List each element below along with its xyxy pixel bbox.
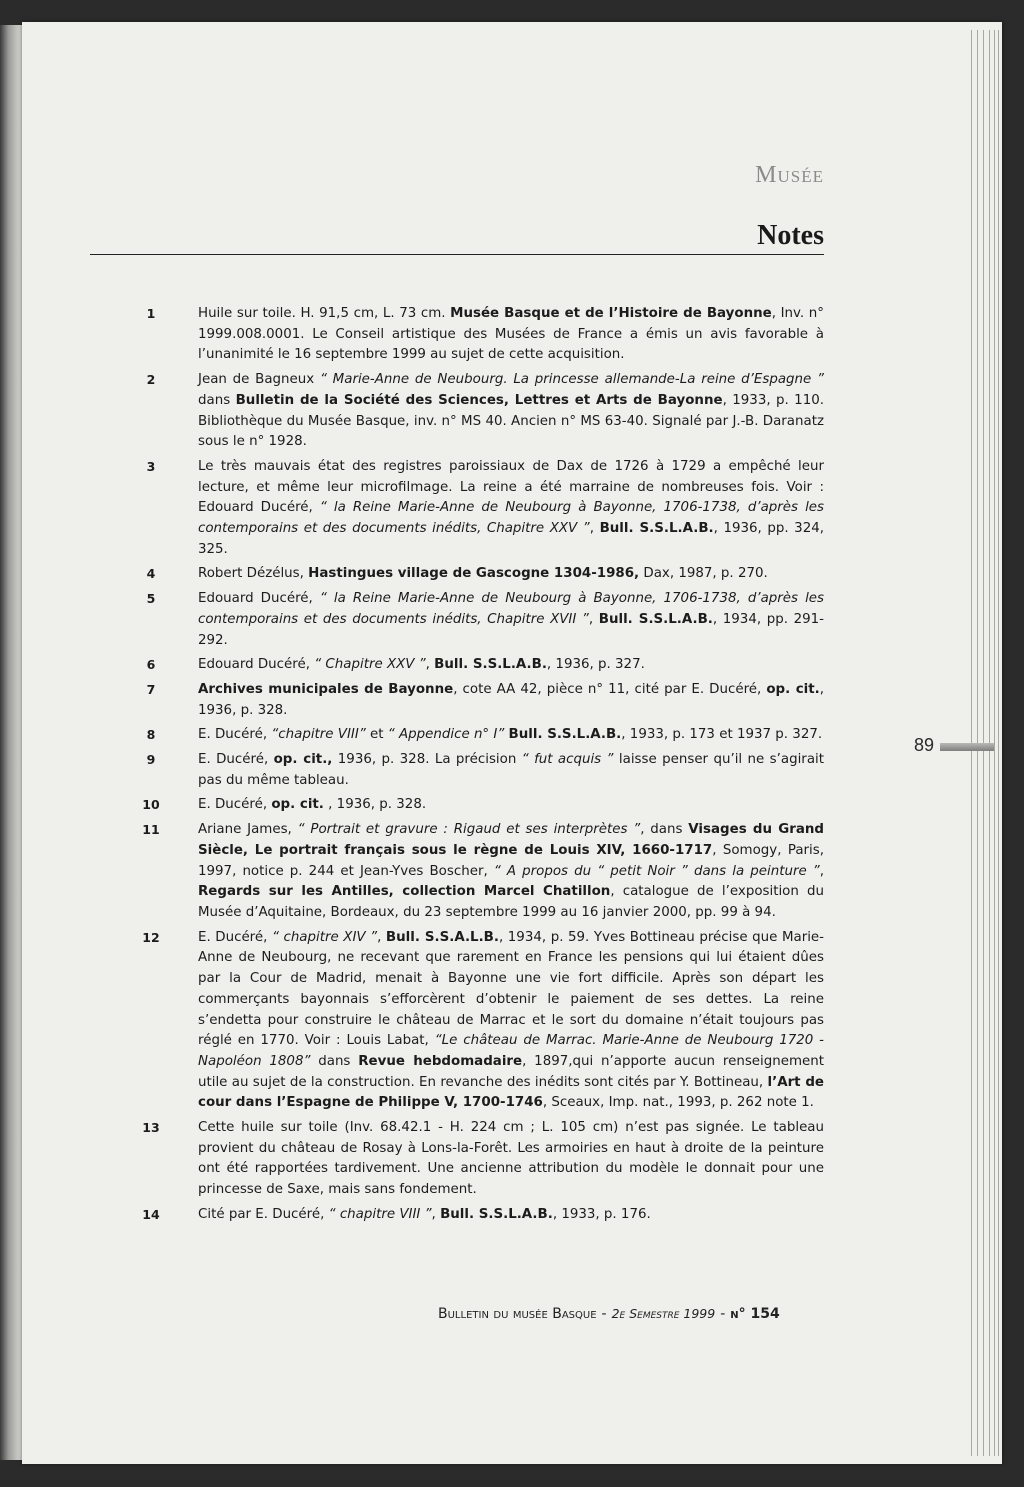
note-text: [172, 680, 824, 721]
note-text-run: et: [365, 727, 388, 743]
note-text-run: , cote AA 42, pièce n° 11, cité par E. Ducéré,: [453, 681, 767, 697]
document-page: [22, 22, 1002, 1464]
note-number: 1: [146, 306, 156, 321]
note-number: 3: [146, 458, 156, 474]
note-text-run: E. Ducéré,: [198, 797, 272, 813]
note-text-run: Robert Dézélus,: [198, 566, 309, 582]
note-text-run: E. Ducéré,: [198, 727, 272, 743]
note-number: 8: [146, 727, 156, 743]
note-text-run: , catalogue de l’exposition du Musée d’Aquitaine, Bordeaux, du 23 septembre 1999 au 16 janvier 2000, pp. 99 à 94.: [198, 884, 824, 920]
footer-separator-2: -: [720, 1306, 726, 1322]
footer-bulletin: Bulletin du musée Basque: [438, 1306, 597, 1322]
note-bold-text: Bull. S.S.L.A.B.: [434, 657, 547, 673]
note-text-run: E. Ducéré,: [198, 752, 274, 768]
note-text-run: , Inv. n° 1999.008.0001. Le Conseil artistique des Musées de France a émis un avis favorable à l’unanimité le 16 septembre 1999 au sujet de cette acquisition.: [198, 306, 824, 363]
note-text-run: Edouard Ducéré,: [198, 591, 320, 607]
title-rule: [90, 254, 824, 255]
note-text-run: , 1934, pp. 291-292.: [198, 611, 825, 648]
note-text-run: ,: [431, 1206, 441, 1222]
note-text: [172, 304, 824, 366]
note-text-run: , dans: [640, 822, 689, 838]
note-text-run: Cette huile sur toile (Inv. 68.42.1 - H. 224 cm ; L. 105 cm) n’est pas signée. Le tableau provient du château de Rosay à Lons-la-Forêt. Les armoiries en haut à droite de la peinture ont été rapportées tardivement. Une ancienne attribution du modèle le donnait pour une princesse de Saxe, mais sans fondement.: [198, 1120, 824, 1198]
note-italic-text: “ Chapitre XXV ”: [314, 657, 426, 673]
note-item: [90, 928, 824, 1114]
notes-list: [90, 304, 824, 1230]
note-text-run: , 1936, pp. 324, 325.: [198, 521, 824, 557]
note-italic-text: “ A propos du “ petit Noir ” dans la peinture ”: [493, 863, 820, 879]
note-text-run: , 1936, p. 328.: [198, 681, 824, 718]
note-text-run: , 1936, p. 327.: [546, 657, 645, 673]
note-italic-text: “ fut acquis ”: [521, 752, 614, 768]
note-text: [172, 928, 824, 1114]
note-text-run: dans: [310, 1053, 359, 1069]
note-text-run: , Somogy, Paris, 1997, notice p. 244 et Jean-Yves Boscher,: [198, 842, 824, 879]
note-text-run: dans: [198, 392, 236, 408]
note-item: [90, 564, 824, 585]
note-text-run: , 1936, p. 328.: [323, 797, 427, 813]
note-text-run: , 1933, p. 110. Bibliothèque du Musée Basque, inv. n° MS 40. Ancien n° MS 63-40. Signalé par J.-B. Daranatz sous le n° 1928.: [198, 392, 824, 450]
page-tab-marker: [940, 743, 994, 751]
note-text: [172, 820, 824, 924]
note-text: [172, 750, 824, 791]
page-number: 89: [914, 735, 935, 755]
note-item: [90, 589, 824, 651]
note-item: [90, 1118, 824, 1201]
note-bold-text: Regards sur les Antilles, collection Marcel Chatillon: [198, 884, 611, 900]
note-italic-text: “ chapitre VIII ”: [328, 1206, 432, 1222]
note-text-run: , 1933, p. 176.: [552, 1206, 651, 1222]
note-text-run: , 1933, p. 173 et 1937 p. 327.: [621, 727, 823, 743]
note-number: 5: [146, 591, 156, 607]
note-text-run: ,: [377, 929, 386, 945]
note-bold-text: Archives municipales de Bayonne: [198, 681, 454, 697]
note-number: 7: [146, 681, 156, 697]
note-item: [90, 820, 824, 924]
note-bold-text: Musée Basque et de l’Histoire de Bayonne: [450, 306, 772, 321]
note-number: 12: [142, 929, 160, 945]
note-text: [172, 655, 824, 676]
note-text-run: Le très mauvais état des registres paroissiaux de Dax de 1726 à 1729 a empêché leur lecture, et même leur microfilmage. La reine a été marraine de nombreuses fois. Voir : Edouard Ducéré,: [198, 458, 824, 516]
note-text-run: Edouard Ducéré,: [198, 657, 315, 673]
note-text-run: , Sceaux, Imp. nat., 1993, p. 262 note 1.: [542, 1095, 814, 1111]
note-bold-text: Bulletin de la Société des Sciences, Lettres et Arts de Bayonne: [235, 392, 723, 408]
note-text: [172, 370, 824, 453]
note-bold-text: Bull. S.S.L.A.B.: [599, 521, 714, 537]
note-text: [172, 564, 824, 585]
note-text-run: Ariane James,: [198, 822, 298, 838]
note-text-run: Cité par E. Ducéré,: [198, 1206, 329, 1222]
note-text-run: Jean de Bagneux: [198, 372, 320, 388]
note-text-run: ,: [425, 657, 435, 673]
note-text-run: , 1897,qui n’apporte aucun renseignement utile au sujet de la construction. En revanche des inédits sont cités par Y. Bottineau,: [198, 1053, 824, 1090]
note-text-run: Dax, 1987, p. 270.: [639, 566, 768, 582]
note-item: [90, 457, 824, 561]
footer-issue: n° 154: [730, 1306, 780, 1322]
note-bold-text: Visages du Grand Siècle, Le portrait français sous le règne de Louis XIV, 1660-1717: [198, 822, 824, 858]
note-italic-text: “ Marie-Anne de Neubourg. La princesse allemande-La reine d’Espagne ”: [319, 372, 824, 388]
footer-separator: -: [601, 1306, 607, 1322]
note-number: 14: [142, 1206, 160, 1222]
note-italic-text: “ la Reine Marie-Anne de Neubourg à Bayonne, 1706-1738, d’après les contemporains et des documents inédits, Chapitre XXV ”: [198, 500, 824, 537]
note-bold-text: l’Art de cour dans l’Espagne de Philippe V, 1700-1746: [198, 1074, 824, 1111]
note-italic-text: “ Appendice n° I”: [387, 727, 505, 743]
section-header: Musée: [755, 162, 824, 188]
note-bold-text: Bull. S.S.L.A.B.: [598, 611, 713, 627]
note-text-run: ,: [589, 521, 600, 537]
note-text: [172, 795, 824, 816]
note-item: [90, 304, 824, 366]
note-number: 10: [142, 797, 160, 813]
note-bold-text: op. cit.,: [273, 752, 333, 768]
note-item: [90, 680, 824, 721]
note-text: [172, 457, 824, 561]
note-bold-text: op. cit.: [271, 797, 324, 813]
note-text-run: ,: [588, 611, 599, 627]
note-text-run: E. Ducéré,: [198, 929, 272, 945]
note-bold-text: Bull. S.S.L.A.B.: [508, 727, 622, 743]
note-item: [90, 1205, 824, 1226]
note-text: [172, 1205, 824, 1226]
note-text-run: laisse penser qu’il ne s’agirait pas du même tableau.: [198, 752, 824, 788]
note-italic-text: “ Portrait et gravure : Rigaud et ses interprètes ”: [297, 822, 641, 838]
note-italic-text: “chapitre VIII”: [271, 727, 366, 743]
note-number: 4: [146, 566, 156, 582]
note-number: 11: [142, 822, 160, 838]
note-bold-text: Bull. S.S.L.A.B.: [440, 1206, 553, 1222]
note-text-run: 1936, p. 328. La précision: [332, 752, 522, 768]
note-text-run: Huile sur toile. H. 91,5 cm, L. 73 cm.: [198, 306, 451, 321]
note-italic-text: “ chapitre XIV ”: [271, 929, 378, 945]
footer: [438, 1306, 780, 1322]
note-bold-text: Bull. S.S.A.L.B.: [385, 929, 499, 945]
note-item: [90, 795, 824, 816]
note-text: [172, 589, 824, 651]
note-text-run: ,: [819, 863, 824, 879]
note-bold-text: op. cit.: [766, 681, 820, 697]
page-title: Notes: [757, 220, 824, 251]
note-italic-text: “ la Reine Marie-Anne de Neubourg à Bayonne, 1706-1738, d’après les contemporains et des documents inédits, Chapitre XVII ”: [198, 591, 824, 627]
note-number: 9: [146, 752, 156, 768]
note-bold-text: Hastingues village de Gascogne 1304-1986,: [308, 566, 640, 582]
note-italic-text: “Le château de Marrac. Marie-Anne de Neubourg 1720 - Napoléon 1808”: [198, 1033, 824, 1069]
note-item: [90, 750, 824, 791]
note-bold-text: Revue hebdomadaire: [358, 1053, 523, 1069]
note-item: [90, 725, 824, 746]
note-text-run: , 1934, p. 59. Yves Bottineau précise que Marie-Anne de Neubourg, ne recevant que rarement en France les pensions qui lui étaient dûes par la Cour de Madrid, menait à Bayonne une vie fort difficile. Après son départ les commerçants bayonnais s’efforcèrent d’obtenir le paiement de ses dettes. La reine s’endetta pour construire le château de Marrac et le sort du domaine n’était toujours pas réglé en 1770. Voir : Louis Labat,: [198, 929, 824, 1049]
note-text: [172, 1118, 824, 1201]
footer-semester: 2e Semestre 1999: [611, 1306, 716, 1321]
note-item: [90, 655, 824, 676]
note-number: 13: [142, 1120, 160, 1136]
note-number: 2: [146, 372, 156, 388]
note-number: 6: [146, 657, 156, 673]
facing-page-edge: [0, 25, 24, 1460]
note-text: [172, 725, 824, 746]
note-item: [90, 370, 824, 453]
